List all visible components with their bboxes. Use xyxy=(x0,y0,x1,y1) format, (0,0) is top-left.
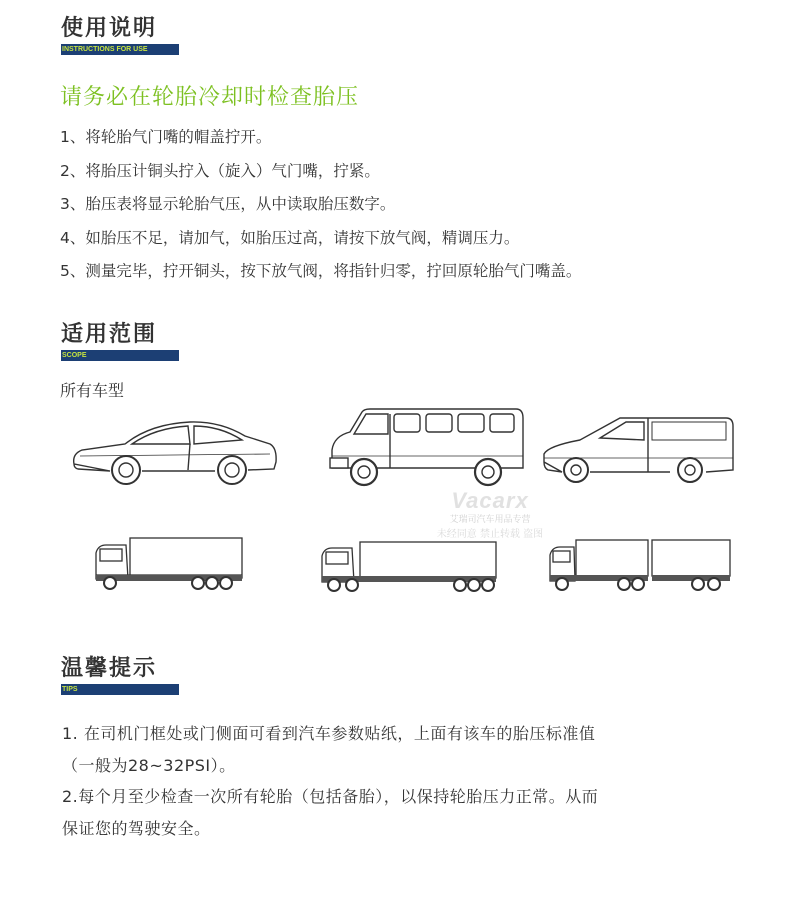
instructions-subtitle-bar: INSTRUCTIONS FOR USE xyxy=(61,44,179,55)
tip-line: （一般为28~32PSI）。 xyxy=(62,755,236,775)
scope-title: 适用范围 xyxy=(61,322,158,347)
tip-line: 2.每个月至少检查一次所有轮胎（包括备胎），以保持轮胎压力正常。从而 xyxy=(62,787,599,806)
instruction-steps-list xyxy=(60,121,581,289)
instruction-step: 3、胎压表将显示轮胎气压，从中读取胎压数字。 xyxy=(60,195,396,213)
scope-text: 所有车型 xyxy=(60,381,125,400)
watermark-logo: Vacarx xyxy=(451,488,529,513)
tip-line: 保证您的驾驶安全。 xyxy=(62,818,211,838)
watermark xyxy=(395,488,585,563)
instructions-section-header xyxy=(61,16,179,55)
sedan-icon xyxy=(70,414,280,489)
truck-icon xyxy=(92,535,247,593)
tips-title: 温馨提示 xyxy=(61,656,158,681)
instruction-step: 5、测量完毕，拧开铜头，按下放气阀，将指针归零，拧回原轮胎气门嘴盖。 xyxy=(60,262,582,280)
instruction-step: 1、将轮胎气门嘴的帽盖拧开。 xyxy=(60,128,272,146)
cold-tire-warning: 请务必在轮胎冷却时检查胎压 xyxy=(60,85,360,110)
scope-subtitle-bar: SCOPE xyxy=(61,350,179,361)
tips-content xyxy=(62,718,742,844)
watermark-line1: 艾瑞司汽车用品专营 xyxy=(449,515,531,525)
instruction-step: 2、将胎压计铜头拧入（旋入）气门嘴，拧紧。 xyxy=(60,161,380,180)
van-icon xyxy=(328,406,528,491)
tips-subtitle-bar: TIPS xyxy=(61,684,179,695)
instruction-step: 4、如胎压不足，请加气，如胎压过高，请按下放气阀，精调压力。 xyxy=(60,228,520,247)
tip-line: 1. 在司机门框处或门侧面可看到汽车参数贴纸，上面有该车的胎压标准值 xyxy=(62,724,596,743)
minivan-icon xyxy=(540,414,736,484)
scope-section-header xyxy=(61,322,179,361)
tips-section-header xyxy=(61,656,179,695)
watermark-line2: 未经同意 禁止转载 盗图 xyxy=(436,529,544,540)
instructions-title: 使用说明 xyxy=(61,16,158,41)
